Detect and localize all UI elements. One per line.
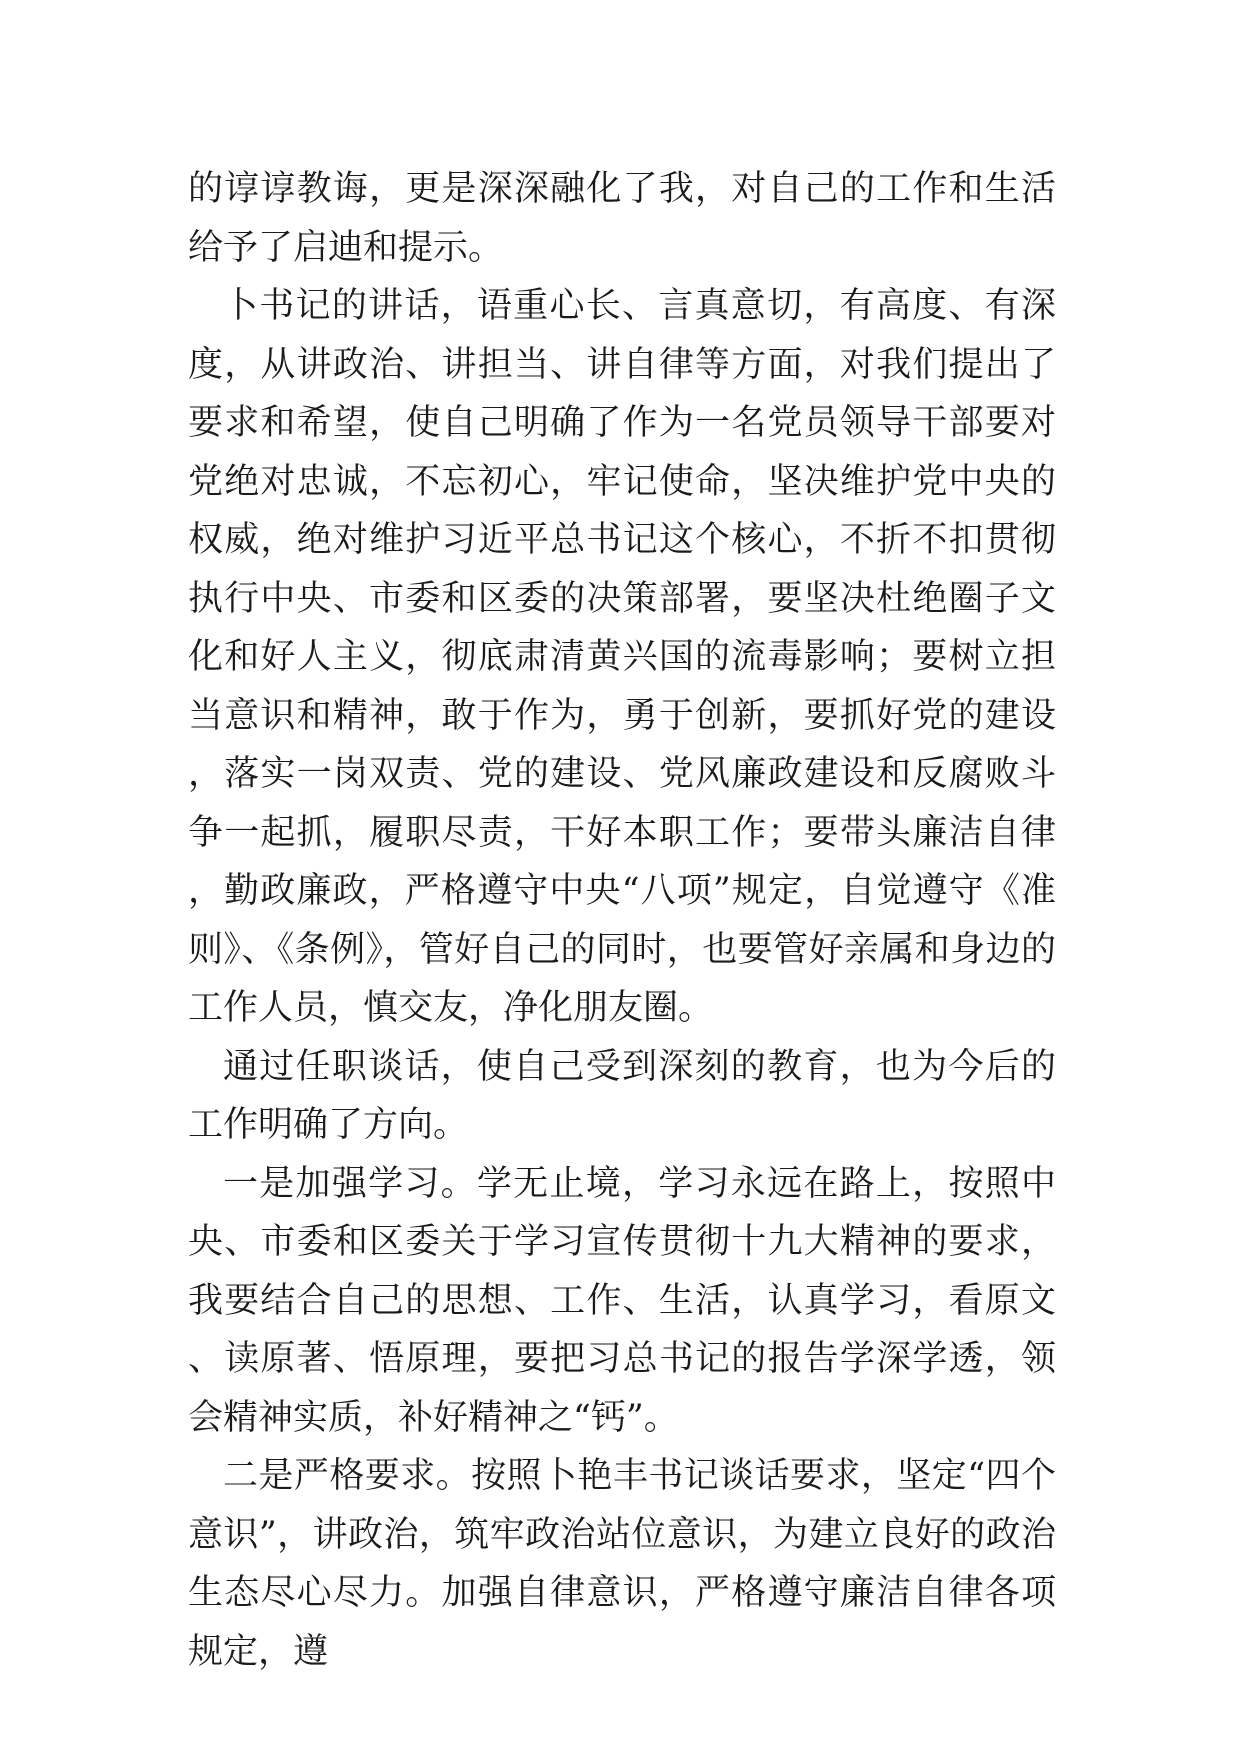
paragraph-4: 一是加强学习。学无止境，学习永远在路上，按照中央、市委和区委关于学习宣传贯彻十九大精神的要求，我要结合自己的思想、工作、生活，认真学习，看原文、读原著、悟原理，要把习总书记的报告学深学透，领会精神实质，补好精神之“钙”。 (188, 1163, 1056, 1438)
document-body (188, 160, 1056, 1681)
paragraph-5: 二是严格要求。按照卜艳丰书记谈话要求，坚定“四个意识”，讲政治，筑牢政治站位意识，为建立良好的政治生态尽心尽力。加强自律意识，严格遵守廉洁自律各项规定，遵 (188, 1456, 1056, 1672)
paragraph-3: 通过任职谈话，使自己受到深刻的教育，也为今后的工作明确了方向。 (188, 1046, 1056, 1145)
paragraph-1: 的谆谆教诲，更是深深融化了我，对自己的工作和生活给予了启迪和提示。 (188, 169, 1056, 268)
paragraph-2: 卜书记的讲话，语重心长、言真意切，有高度、有深度，从讲政治、讲担当、讲自律等方面，对我们提出了要求和希望，使自己明确了作为一名党员领导干部要对党绝对忠诚，不忘初心，牢记使命，坚决维护党中央的权威，绝对维护习近平总书记这个核心，不折不扣贯彻执行中央、市委和区委的决策部署，要坚决杜绝圈子文化和好人主义，彻底肃清黄兴国的流毒影响；要树立担当意识和精神，敢于作为，勇于创新，要抓好党的建设，落实一岗双责、党的建设、党风廉政建设和反腐败斗争一起抓，履职尽责，干好本职工作；要带头廉洁自律，勤政廉政，严格遵守中央“八项”规定，自觉遵守《准则》、《条例》，管好自己的同时，也要管好亲属和身边的工作人员，慎交友，净化朋友圈。 (188, 286, 1056, 1028)
